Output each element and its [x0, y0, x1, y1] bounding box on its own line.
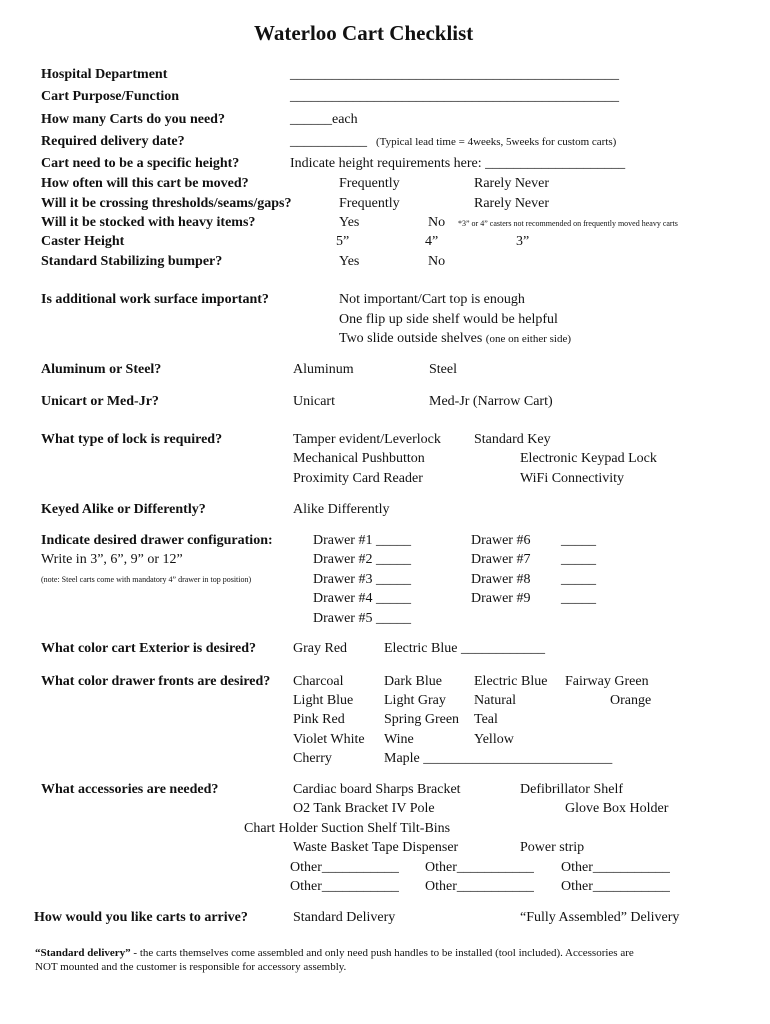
- drawer-8-field[interactable]: _____: [561, 572, 596, 587]
- drawer-7-label: Drawer #7: [471, 552, 531, 567]
- label-caster-height: Caster Height: [41, 234, 125, 249]
- footer-bold: “Standard delivery”: [35, 947, 131, 959]
- option-acc-chart-suction-tilt[interactable]: Chart Holder Suction Shelf Tilt-Bins: [244, 821, 451, 836]
- surface-two-shelves-label: Two slide outside shelves: [339, 331, 483, 346]
- how-many-field[interactable]: ______each: [290, 112, 358, 127]
- footer-note-line1: [35, 948, 634, 959]
- label-work-surface: Is additional work surface important?: [41, 292, 269, 307]
- drawer-2-field[interactable]: Drawer #2 _____: [313, 552, 411, 567]
- other-field-3[interactable]: Other___________: [561, 860, 670, 875]
- option-front-light-gray[interactable]: Light Gray: [384, 693, 446, 708]
- footer-rest: - the carts themselves come assembled and only need push handles to be installed (tool included). Accessories are: [130, 947, 634, 959]
- drawer-steel-note: (note: Steel carts come with mandatory 4” drawer in top position): [41, 575, 252, 584]
- option-steel[interactable]: Steel: [429, 362, 457, 377]
- drawer-8-label: Drawer #8: [471, 572, 531, 587]
- label-how-many: How many Carts do you need?: [41, 112, 225, 127]
- option-front-wine[interactable]: Wine: [384, 732, 414, 747]
- label-how-often-moved: How often will this cart be moved?: [41, 176, 249, 191]
- label-specific-height: Cart need to be a specific height?: [41, 156, 240, 171]
- delivery-date-field[interactable]: ___________: [290, 134, 367, 149]
- drawer-6-label: Drawer #6: [471, 533, 531, 548]
- hospital-department-field[interactable]: _______________________________________________: [290, 67, 619, 82]
- caster-note: *3” or 4” casters not recommended on frequently moved heavy carts: [458, 219, 678, 228]
- option-medjr[interactable]: Med-Jr (Narrow Cart): [429, 394, 553, 409]
- option-bumper-no[interactable]: No: [428, 254, 446, 269]
- option-acc-o2-iv[interactable]: O2 Tank Bracket IV Pole: [293, 801, 435, 816]
- option-caster-3[interactable]: 3”: [516, 234, 530, 249]
- drawer-1-field[interactable]: Drawer #1 _____: [313, 533, 411, 548]
- option-surface-two-shelves[interactable]: [339, 332, 571, 346]
- option-surface-not-important[interactable]: Not important/Cart top is enough: [339, 292, 525, 307]
- label-arrival: How would you like carts to arrive?: [34, 910, 248, 925]
- option-front-violet-white[interactable]: Violet White: [293, 732, 365, 747]
- cart-purpose-field[interactable]: _______________________________________________: [290, 89, 619, 104]
- label-exterior-color: What color cart Exterior is desired?: [41, 641, 257, 656]
- drawer-9-label: Drawer #9: [471, 591, 531, 606]
- option-bumper-yes[interactable]: Yes: [339, 254, 360, 269]
- height-requirements-field[interactable]: Indicate height requirements here: ____________________: [290, 156, 626, 171]
- option-keyed[interactable]: Alike Differently: [293, 502, 390, 517]
- delivery-note: (Typical lead time = 4weeks, 5weeks for custom carts): [376, 136, 617, 148]
- option-front-spring-green[interactable]: Spring Green: [384, 712, 460, 727]
- option-aluminum[interactable]: Aluminum: [293, 362, 354, 377]
- option-thresholds-frequently[interactable]: Frequently: [339, 196, 400, 211]
- footer-note-line2: NOT mounted and the customer is responsible for accessory assembly.: [35, 961, 347, 973]
- option-acc-waste-tape[interactable]: Waste Basket Tape Dispenser: [293, 840, 459, 855]
- option-standard-delivery[interactable]: Standard Delivery: [293, 910, 396, 925]
- other-field-1[interactable]: Other___________: [290, 860, 399, 875]
- option-lock-wifi[interactable]: WiFi Connectivity: [520, 471, 625, 486]
- option-front-fairway-green[interactable]: Fairway Green: [565, 674, 649, 689]
- option-caster-5[interactable]: 5”: [336, 234, 350, 249]
- label-lock-type: What type of lock is required?: [41, 432, 223, 447]
- option-front-charcoal[interactable]: Charcoal: [293, 674, 344, 689]
- other-field-6[interactable]: Other___________: [561, 879, 670, 894]
- option-fully-assembled[interactable]: “Fully Assembled” Delivery: [520, 910, 680, 925]
- option-front-natural[interactable]: Natural: [474, 693, 516, 708]
- drawer-5-field[interactable]: Drawer #5 _____: [313, 611, 411, 626]
- option-lock-standard-key[interactable]: Standard Key: [474, 432, 551, 447]
- option-front-maple[interactable]: Maple ___________________________: [384, 751, 613, 766]
- option-front-electric-blue[interactable]: Electric Blue: [474, 674, 548, 689]
- option-front-yellow[interactable]: Yellow: [474, 732, 514, 747]
- option-caster-4[interactable]: 4”: [425, 234, 439, 249]
- drawer-6-field[interactable]: _____: [561, 533, 596, 548]
- option-lock-tamper[interactable]: Tamper evident/Leverlock: [293, 432, 441, 447]
- label-accessories: What accessories are needed?: [41, 782, 219, 797]
- label-drawer-config: Indicate desired drawer configuration:: [41, 533, 273, 548]
- label-hospital-department: Hospital Department: [41, 67, 168, 82]
- drawer-4-field[interactable]: Drawer #4 _____: [313, 591, 411, 606]
- surface-two-shelves-note: (one on either side): [485, 333, 571, 345]
- option-lock-keypad[interactable]: Electronic Keypad Lock: [520, 451, 657, 466]
- option-lock-proximity[interactable]: Proximity Card Reader: [293, 471, 423, 486]
- option-lock-mechanical[interactable]: Mechanical Pushbutton: [293, 451, 425, 466]
- option-exterior-electric-blue[interactable]: Electric Blue ____________: [384, 641, 545, 656]
- option-exterior-gray-red[interactable]: Gray Red: [293, 641, 348, 656]
- label-thresholds: Will it be crossing thresholds/seams/gaps?: [41, 196, 292, 211]
- other-field-5[interactable]: Other___________: [425, 879, 534, 894]
- label-unicart-medjr: Unicart or Med-Jr?: [41, 394, 159, 409]
- option-unicart[interactable]: Unicart: [293, 394, 335, 409]
- option-acc-power-strip[interactable]: Power strip: [520, 840, 585, 855]
- option-acc-glove-box[interactable]: Glove Box Holder: [565, 801, 669, 816]
- option-acc-cardiac-sharps[interactable]: Cardiac board Sharps Bracket: [293, 782, 461, 797]
- label-keyed: Keyed Alike or Differently?: [41, 502, 206, 517]
- option-front-dark-blue[interactable]: Dark Blue: [384, 674, 442, 689]
- option-front-orange[interactable]: Orange: [610, 693, 652, 708]
- option-front-light-blue[interactable]: Light Blue: [293, 693, 354, 708]
- label-cart-purpose: Cart Purpose/Function: [41, 89, 180, 104]
- option-acc-defibrillator[interactable]: Defibrillator Shelf: [520, 782, 624, 797]
- drawer-write-in-hint: Write in 3”, 6”, 9” or 12”: [41, 552, 183, 567]
- drawer-7-field[interactable]: _____: [561, 552, 596, 567]
- option-moved-rarely-never[interactable]: Rarely Never: [474, 176, 550, 191]
- option-front-teal[interactable]: Teal: [474, 712, 498, 727]
- option-front-cherry[interactable]: Cherry: [293, 751, 332, 766]
- label-stabilizing-bumper: Standard Stabilizing bumper?: [41, 254, 223, 269]
- label-aluminum-steel: Aluminum or Steel?: [41, 362, 162, 377]
- drawer-3-field[interactable]: Drawer #3 _____: [313, 572, 411, 587]
- option-surface-flip-shelf[interactable]: One flip up side shelf would be helpful: [339, 312, 558, 327]
- option-heavy-no[interactable]: No: [428, 215, 446, 230]
- option-thresholds-rarely-never[interactable]: Rarely Never: [474, 196, 550, 211]
- option-moved-frequently[interactable]: Frequently: [339, 176, 400, 191]
- other-field-4[interactable]: Other___________: [290, 879, 399, 894]
- option-front-pink-red[interactable]: Pink Red: [293, 712, 345, 727]
- label-drawer-front-color: What color drawer fronts are desired?: [41, 674, 271, 689]
- option-heavy-yes[interactable]: Yes: [339, 215, 360, 230]
- label-heavy-items: Will it be stocked with heavy items?: [41, 215, 256, 230]
- label-delivery-date: Required delivery date?: [41, 134, 185, 149]
- page-title: Waterloo Cart Checklist: [254, 21, 474, 45]
- drawer-9-field[interactable]: _____: [561, 591, 596, 606]
- other-field-2[interactable]: Other___________: [425, 860, 534, 875]
